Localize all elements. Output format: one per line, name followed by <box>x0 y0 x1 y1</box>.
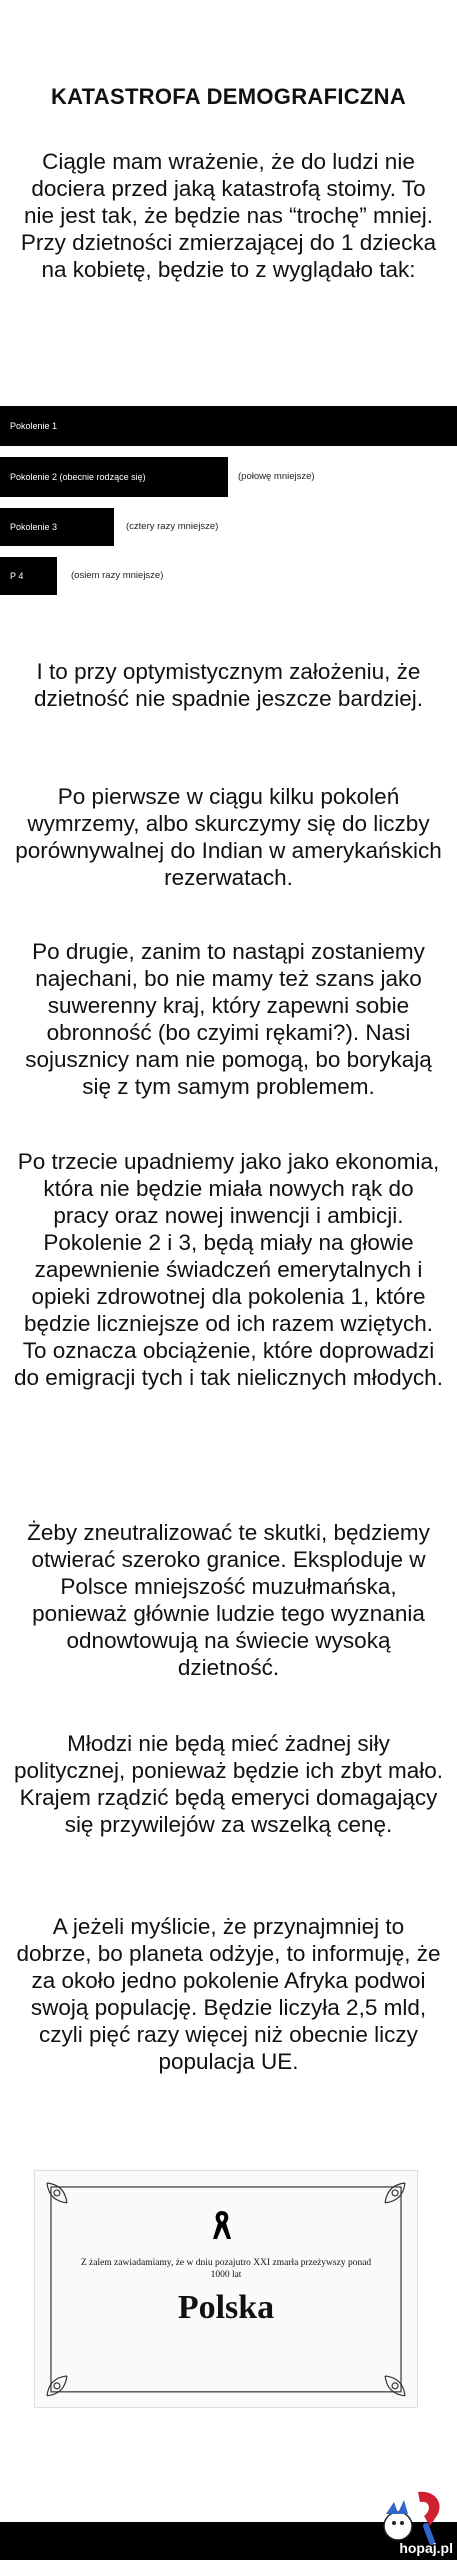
generation-bar-4 <box>0 557 57 595</box>
paragraph-second: Po drugie, zanim to nastąpi zostaniemy najechani, bo nie mamy też szans jako suwerenny kraj, który zapewni sobie obronność (bo czyimi rękami?). Nasi sojusznicy nam nie pomogą, bo borykają się z tym samym problemem. <box>25 939 432 1099</box>
obituary-text: Z żalem zawiadamiamy, że w dniu pozajutro XXI zmarła przeżywszy ponad 1000 lat <box>80 2258 372 2280</box>
generation-bar-label: Pokolenie 3 <box>10 522 58 532</box>
generation-bar-note: (połowę mniejsze) <box>238 471 315 482</box>
generation-bar-note: (osiem razy mniejsze) <box>71 570 164 581</box>
site-logo[interactable] <box>360 2486 457 2560</box>
paragraph-third: Po trzecie upadniemy jako jako ekonomia, która nie będzie miała nowych rąk do pracy oraz nowej inwencji i ambicji. Pokolenie 2 i 3, będą miały na głowie zapewnienie świadczeń emerytalnych i opieki zdrowotnej dla pokolenia 1, które będzie liczniejsze od ich razem wziętych. To oznacza obciążenie, które doprowadzi do emigracji tych i tak nielicznych młodych. <box>14 1149 443 1390</box>
obituary-card <box>34 2170 418 2408</box>
generation-bar-label: P 4 <box>10 571 24 581</box>
paragraph-optimistic: I to przy optymistycznym założeniu, że dzietność nie spadnie jeszcze bardziej. <box>34 659 423 711</box>
obituary-name: Polska <box>177 2289 275 2326</box>
generation-bar-label: Pokolenie 1 <box>10 421 58 431</box>
paragraph-sixth: A jeżeli myślicie, że przynajmniej to dobrze, bo planeta odżyje, to informuję, że za około jedno pokolenie Afryka podwoi swoją populację. Będzie liczyła 2,5 mld, czyli pięć razy więcej niż obecnie liczy populacja UE. <box>16 1914 441 2074</box>
paragraph-first: Po pierwsze w ciągu kilku pokoleń wymrzemy, albo skurczymy się do liczby porównywalnej do Indian w amerykańskich rezerwatach. <box>15 784 442 890</box>
generation-bar-1 <box>0 406 457 446</box>
watermark-text: hopaj.pl <box>399 2540 453 2556</box>
generation-bar-2 <box>0 457 228 497</box>
paragraph-fourth: Żeby zneutralizować te skutki, będziemy otwierać szeroko granice. Eksploduje w Polsce mniejszość muzułmańska, ponieważ głównie ludzie tego wyznania odnowtowują na świecie wysoką dzietność. <box>27 1520 430 1680</box>
paragraph-fifth: Młodzi nie będą mieć żadnej siły politycznej, ponieważ będzie ich zbyt mało. Krajem rządzić będą emeryci domagający się przywilejów za wszelką cenę. <box>14 1731 443 1837</box>
generation-bar-note: (cztery razy mniejsze) <box>126 521 219 532</box>
generation-bar-3 <box>0 508 114 546</box>
page-title: KATASTROFA DEMOGRAFICZNA <box>50 84 407 109</box>
intro-paragraph: Ciągle mam wrażenie, że do ludzi nie dociera przed jaką katastrofą stoimy. To nie jest tak, że będzie nas “trochę” mniej. Przy dzietności zmierzającej do 1 dziecka na kobietę, będzie to z wyglądało tak: <box>20 149 437 282</box>
generation-bar-label: Pokolenie 2 (obecnie rodzące się) <box>10 472 146 482</box>
mourning-ribbon-icon <box>211 2207 233 2241</box>
